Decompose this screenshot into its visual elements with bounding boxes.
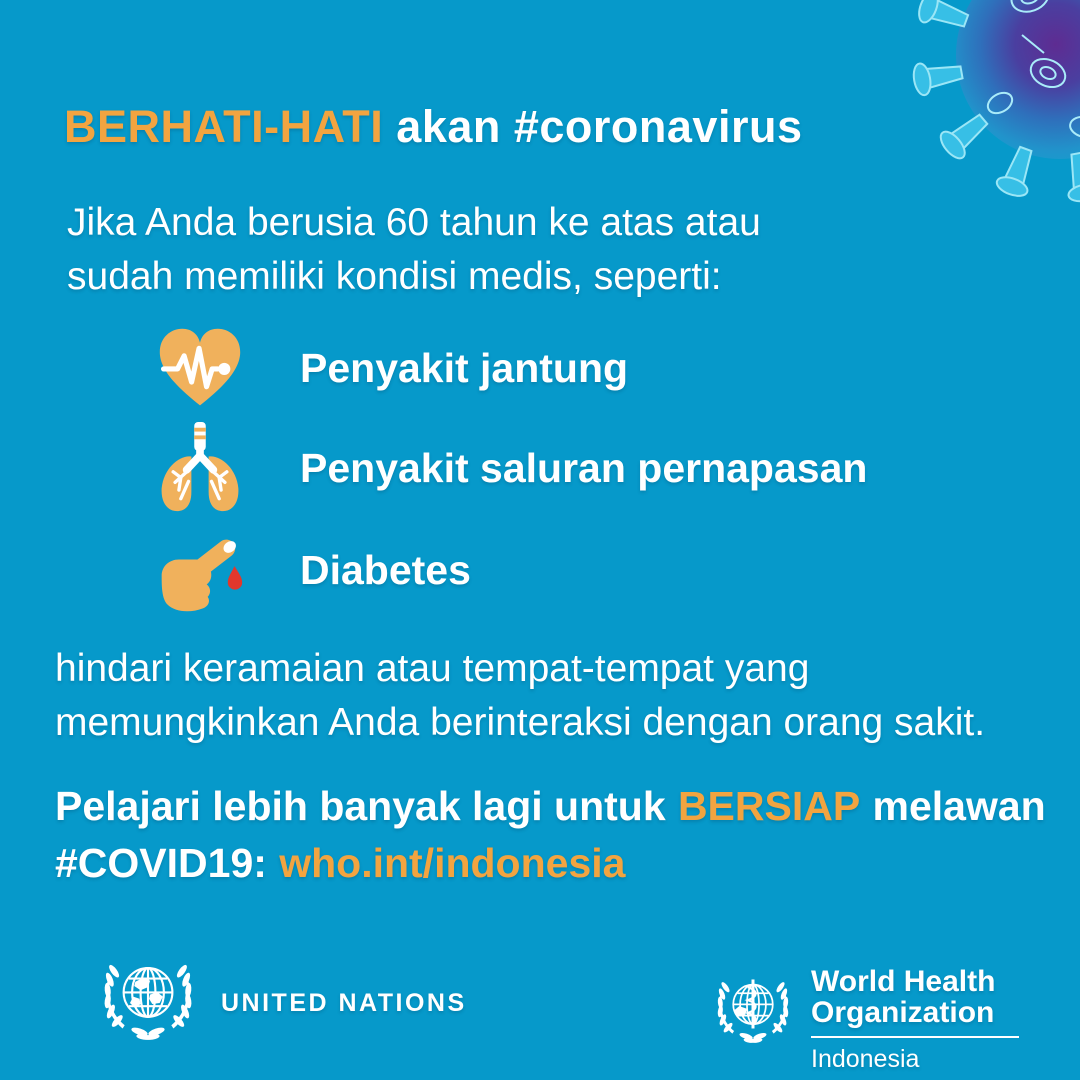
advice-paragraph bbox=[55, 642, 985, 750]
condition-label: Penyakit saluran pernapasan bbox=[300, 444, 868, 491]
who-name-line-2: Organization bbox=[811, 996, 995, 1029]
condition-label: Diabetes bbox=[300, 546, 471, 593]
intro-line-2: sudah memiliki kondisi medis, seperti: bbox=[67, 255, 722, 298]
who-divider bbox=[811, 1036, 1019, 1038]
cta-url-link[interactable]: who.int/indonesia bbox=[279, 840, 626, 886]
cta-line-1 bbox=[55, 778, 1046, 835]
cta-paragraph bbox=[55, 778, 1046, 892]
intro-paragraph bbox=[67, 196, 761, 304]
advice-line-1: hindari keramaian atau tempat-tempat yang bbox=[55, 647, 810, 690]
united-nations-emblem-icon bbox=[95, 950, 201, 1056]
page-title bbox=[64, 101, 802, 153]
condition-row-diabetes bbox=[150, 520, 471, 620]
lungs-icon bbox=[150, 420, 250, 516]
title-highlight: BERHATI-HATI bbox=[64, 101, 384, 152]
cta-line-2 bbox=[55, 835, 1046, 892]
cta-text: Pelajari lebih banyak lagi untuk bbox=[55, 783, 666, 829]
advice-line-2: memungkinkan Anda berinteraksi dengan orang sakit. bbox=[55, 701, 986, 744]
coronavirus-illustration bbox=[880, 0, 1080, 235]
condition-row-heart bbox=[150, 322, 628, 414]
who-wordmark bbox=[811, 966, 1019, 1074]
cta-accent-bersiap: BERSIAP bbox=[677, 783, 861, 829]
cta-text: melawan bbox=[872, 783, 1046, 829]
condition-label: Penyakit jantung bbox=[300, 344, 629, 391]
who-emblem-icon bbox=[710, 970, 796, 1056]
intro-line-1: Jika Anda berusia 60 tahun ke atas atau bbox=[67, 201, 761, 244]
condition-row-lungs bbox=[150, 418, 867, 518]
cta-hashtag: #COVID19: bbox=[55, 840, 267, 886]
united-nations-label: UNITED NATIONS bbox=[221, 988, 467, 1017]
who-branding bbox=[710, 966, 1019, 1074]
heart-pulse-icon bbox=[150, 320, 250, 416]
title-rest: akan #coronavirus bbox=[396, 101, 803, 152]
who-country-label: Indonesia bbox=[811, 1045, 920, 1073]
who-name-line-1: World Health bbox=[811, 965, 996, 998]
united-nations-branding bbox=[95, 950, 467, 1056]
finger-blood-drop-icon bbox=[150, 522, 250, 618]
